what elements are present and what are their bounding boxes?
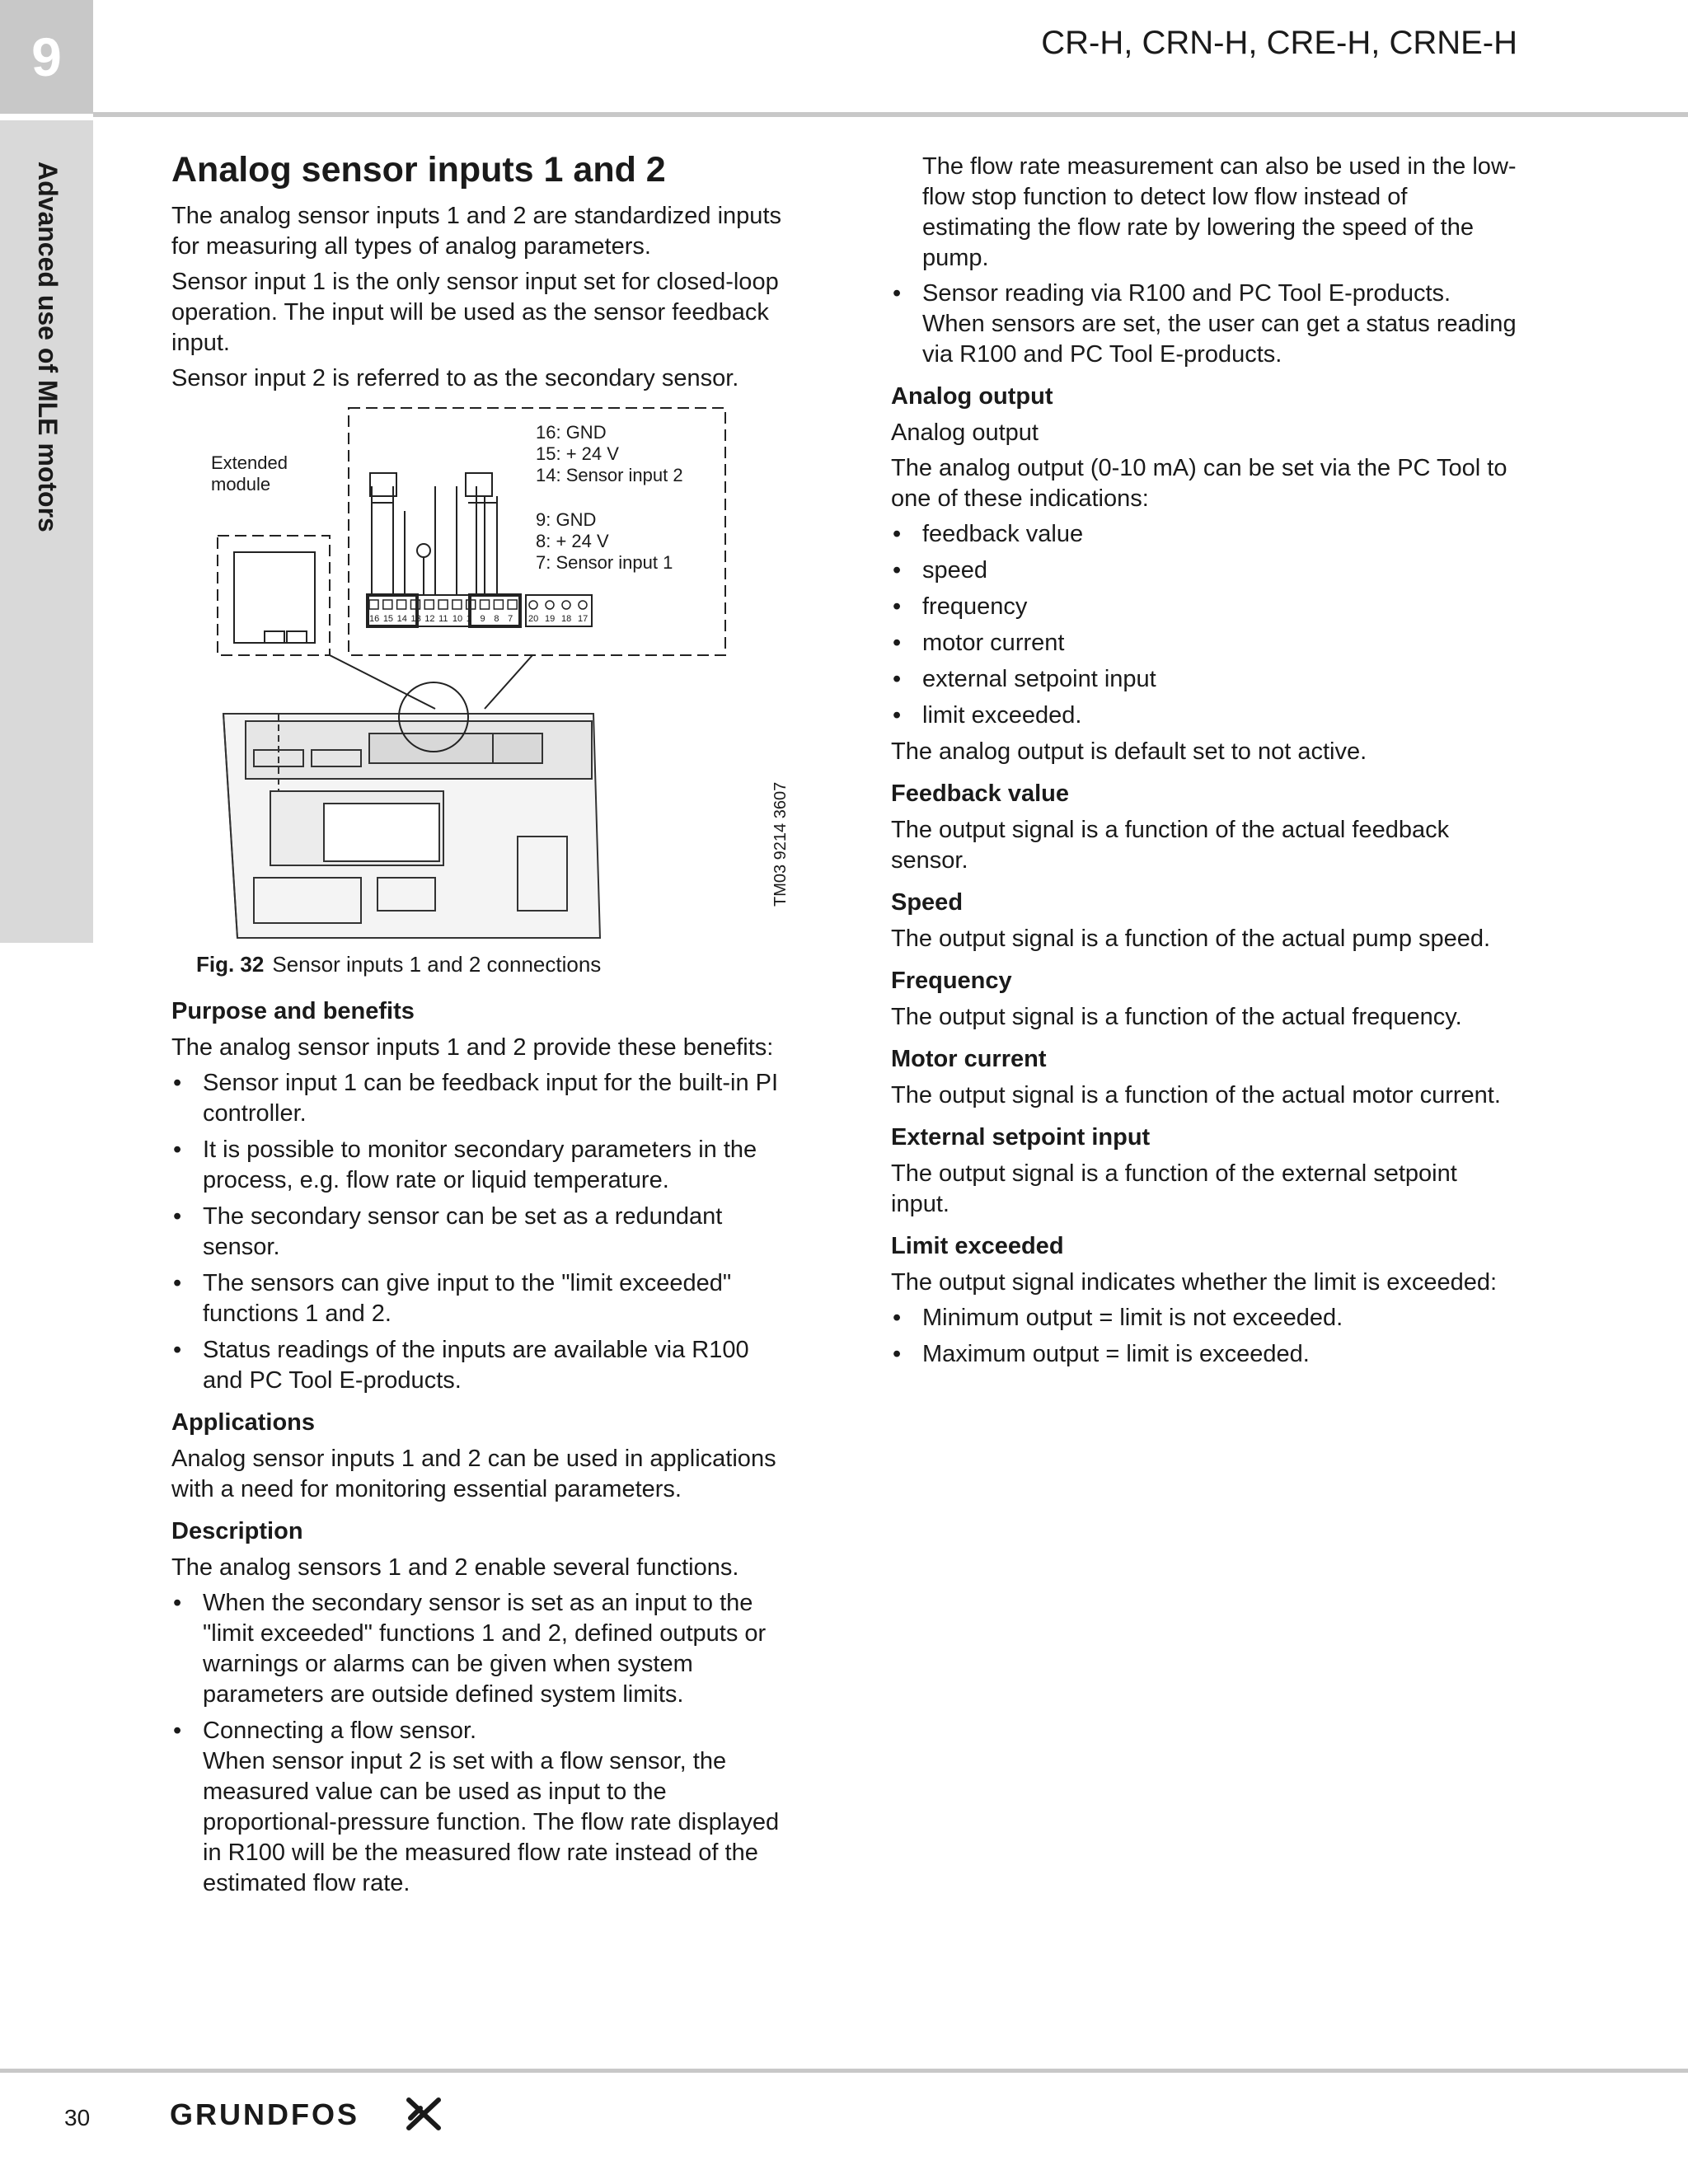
terminal-screw <box>481 600 490 609</box>
description-heading: Description <box>171 1518 303 1544</box>
external-setpoint-heading: External setpoint input <box>891 1124 1151 1151</box>
terminal-number: 8 <box>494 614 499 624</box>
intro-paragraph: The analog sensor inputs 1 and 2 are standardized inputs for measuring all types of analog parameters. <box>171 203 781 260</box>
description-list <box>171 1588 790 1899</box>
figure-caption-label: Fig. 32 <box>196 952 265 977</box>
terminal-screw <box>546 601 554 609</box>
limit-exceeded-heading: Limit exceeded <box>891 1233 1064 1259</box>
sensor-wires <box>370 473 497 595</box>
external-setpoint-text: The output signal is a function of the external setpoint input. <box>891 1160 1457 1217</box>
list-item: • external setpoint input <box>891 664 1517 695</box>
feedback-heading: Feedback value <box>891 780 1069 807</box>
default-text: The analog output is default set to not active. <box>891 738 1367 765</box>
logo-text: GRUNDFOS <box>170 2097 359 2131</box>
figure-sensor-connections <box>171 404 798 948</box>
terminal-16-label: 16: GND <box>536 422 607 443</box>
analog-output-p2: The analog output (0-10 mA) can be set via the PC Tool to one of these indications: <box>891 455 1507 512</box>
terminal-number: 1 <box>466 614 471 624</box>
list-item: • The sensors can give input to the "limit exceeded" functions 1 and 2. <box>171 1268 790 1329</box>
terminal-number: 19 <box>545 614 556 624</box>
motor-current-text: The output signal is a function of the actual motor current. <box>891 1082 1501 1108</box>
figure-caption <box>196 949 790 980</box>
list-item: • frequency <box>891 592 1517 622</box>
terminal-number: 10 <box>452 614 463 624</box>
footer-rule <box>0 2069 1688 2073</box>
header-rule <box>93 112 1688 117</box>
grundfos-logo <box>170 2093 450 2139</box>
motor-current-heading: Motor current <box>891 1046 1047 1072</box>
analog-output-heading: Analog output <box>891 383 1053 410</box>
terminal-screw <box>424 600 434 609</box>
chapter-number: 9 <box>31 26 62 87</box>
extended-module-label-2: module <box>211 474 271 494</box>
terminal-number: 9 <box>480 614 485 624</box>
wiring-diagram <box>171 404 798 948</box>
terminal-9-label: 9: GND <box>536 509 597 530</box>
terminal-screw <box>529 601 537 609</box>
terminal-number: 16 <box>369 614 380 624</box>
terminal-number: 11 <box>438 614 448 624</box>
terminal-8-label: 8: + 24 V <box>536 531 609 551</box>
feedback-text: The output signal is a function of the actual feedback sensor. <box>891 817 1450 874</box>
purpose-intro: The analog sensor inputs 1 and 2 provide these benefits: <box>171 1034 774 1061</box>
terminal-screw <box>369 600 378 609</box>
terminal-number: 20 <box>528 614 539 624</box>
logo-x-icon <box>409 2100 438 2128</box>
list-item: • speed <box>891 555 1517 586</box>
terminal-screw <box>397 600 406 609</box>
intro-paragraph: Sensor input 2 is referred to as the secondary sensor. <box>171 365 739 391</box>
terminal-screw <box>438 600 448 609</box>
terminal-screw <box>579 601 587 609</box>
controller-board-photo <box>223 682 600 938</box>
extended-module-label-1: Extended <box>211 452 288 473</box>
page-number: 30 <box>64 2105 91 2130</box>
section-heading: Analog sensor inputs 1 and 2 <box>171 150 666 190</box>
terminal-number-labels <box>369 600 588 624</box>
speed-text: The output signal is a function of the actual pump speed. <box>891 926 1491 952</box>
figure-caption-text: Sensor inputs 1 and 2 connections <box>272 952 602 977</box>
left-column <box>171 148 790 1904</box>
right-column <box>891 152 1517 1376</box>
intro-paragraph: Sensor input 1 is the only sensor input set for closed-loop operation. The input will be used as the sensor feedback input. <box>171 269 779 356</box>
list-item: • feedback value <box>891 519 1517 550</box>
terminal-number: 12 <box>424 614 435 624</box>
terminal-screw <box>508 600 517 609</box>
list-item <box>171 1716 790 1899</box>
list-item: • The secondary sensor can be set as a redundant sensor. <box>171 1202 790 1263</box>
list-item: • Status readings of the inputs are available via R100 and PC Tool E-products. <box>171 1335 790 1396</box>
terminal-number: 15 <box>382 614 394 624</box>
description-intro: The analog sensors 1 and 2 enable several functions. <box>171 1554 739 1581</box>
terminal-screw <box>452 600 462 609</box>
terminal-screw <box>494 600 503 609</box>
list-item-continuation: When sensor input 2 is set with a flow sensor, the measured value can be used as input to the proportional-pressure function. The flow rate displayed in R100 will be the measured flow rate instead of the estimated flow rate. <box>203 1748 780 1896</box>
terminal-number: 17 <box>578 614 588 624</box>
list-item: • Maximum output = limit is exceeded. <box>891 1339 1517 1370</box>
list-item: • motor current <box>891 628 1517 658</box>
terminal-screw <box>383 600 392 609</box>
top-list <box>891 279 1517 370</box>
speed-heading: Speed <box>891 889 964 916</box>
terminal-number: 7 <box>508 614 513 624</box>
list-item: • limit exceeded. <box>891 701 1517 731</box>
side-tab-title: Advanced use of MLE motors <box>33 162 63 532</box>
limit-exceeded-text: The output signal indicates whether the limit is exceeded: <box>891 1269 1498 1296</box>
frequency-heading: Frequency <box>891 968 1012 994</box>
terminal-15-label: 15: + 24 V <box>536 443 619 464</box>
limit-list <box>891 1303 1517 1370</box>
list-item: • Minimum output = limit is not exceeded. <box>891 1303 1517 1333</box>
purpose-heading: Purpose and benefits <box>171 998 415 1024</box>
terminal-number: 13 <box>410 614 421 624</box>
list-item-text: Connecting a flow sensor. <box>203 1718 477 1744</box>
purpose-list <box>171 1068 790 1396</box>
applications-heading: Applications <box>171 1409 316 1436</box>
applications-text: Analog sensor inputs 1 and 2 can be used in applications with a need for monitoring essential parameters. <box>171 1446 776 1502</box>
extended-module-body <box>234 552 315 643</box>
terminal-7-label: 7: Sensor input 1 <box>536 552 673 573</box>
list-item: • Sensor reading via R100 and PC Tool E-products. When sensors are set, the user can get a status reading via R100 and PC Tool E-products. <box>891 279 1517 370</box>
terminal-screw <box>562 601 570 609</box>
continued-text: The flow rate measurement can also be used in the low-flow stop function to detect low flow instead of estimating the flow rate by lowering the speed of the pump. <box>922 153 1517 271</box>
header-title: CR-H, CRN-H, CRE-H, CRNE-H <box>1041 25 1517 61</box>
analog-output-p1: Analog output <box>891 419 1039 446</box>
indications-list <box>891 519 1517 731</box>
list-item: • It is possible to monitor secondary parameters in the process, e.g. flow rate or liquid temperature. <box>171 1135 790 1196</box>
grundfos-logo-mark <box>170 2093 450 2135</box>
terminal-14-label: 14: Sensor input 2 <box>536 465 683 485</box>
frequency-text: The output signal is a function of the actual frequency. <box>891 1004 1462 1030</box>
terminal-number: 14 <box>396 614 407 624</box>
chapter-number-box <box>0 0 93 114</box>
figure-code: TM03 9214 3607 <box>771 781 790 907</box>
list-item: • Sensor input 1 can be feedback input for the built-in PI controller. <box>171 1068 790 1129</box>
terminal-number: 18 <box>561 614 572 624</box>
list-item: • When the secondary sensor is set as an input to the "limit exceeded" functions 1 and 2, defined outputs or warnings or alarms can be given when system parameters are outside defined system limits. <box>171 1588 790 1710</box>
